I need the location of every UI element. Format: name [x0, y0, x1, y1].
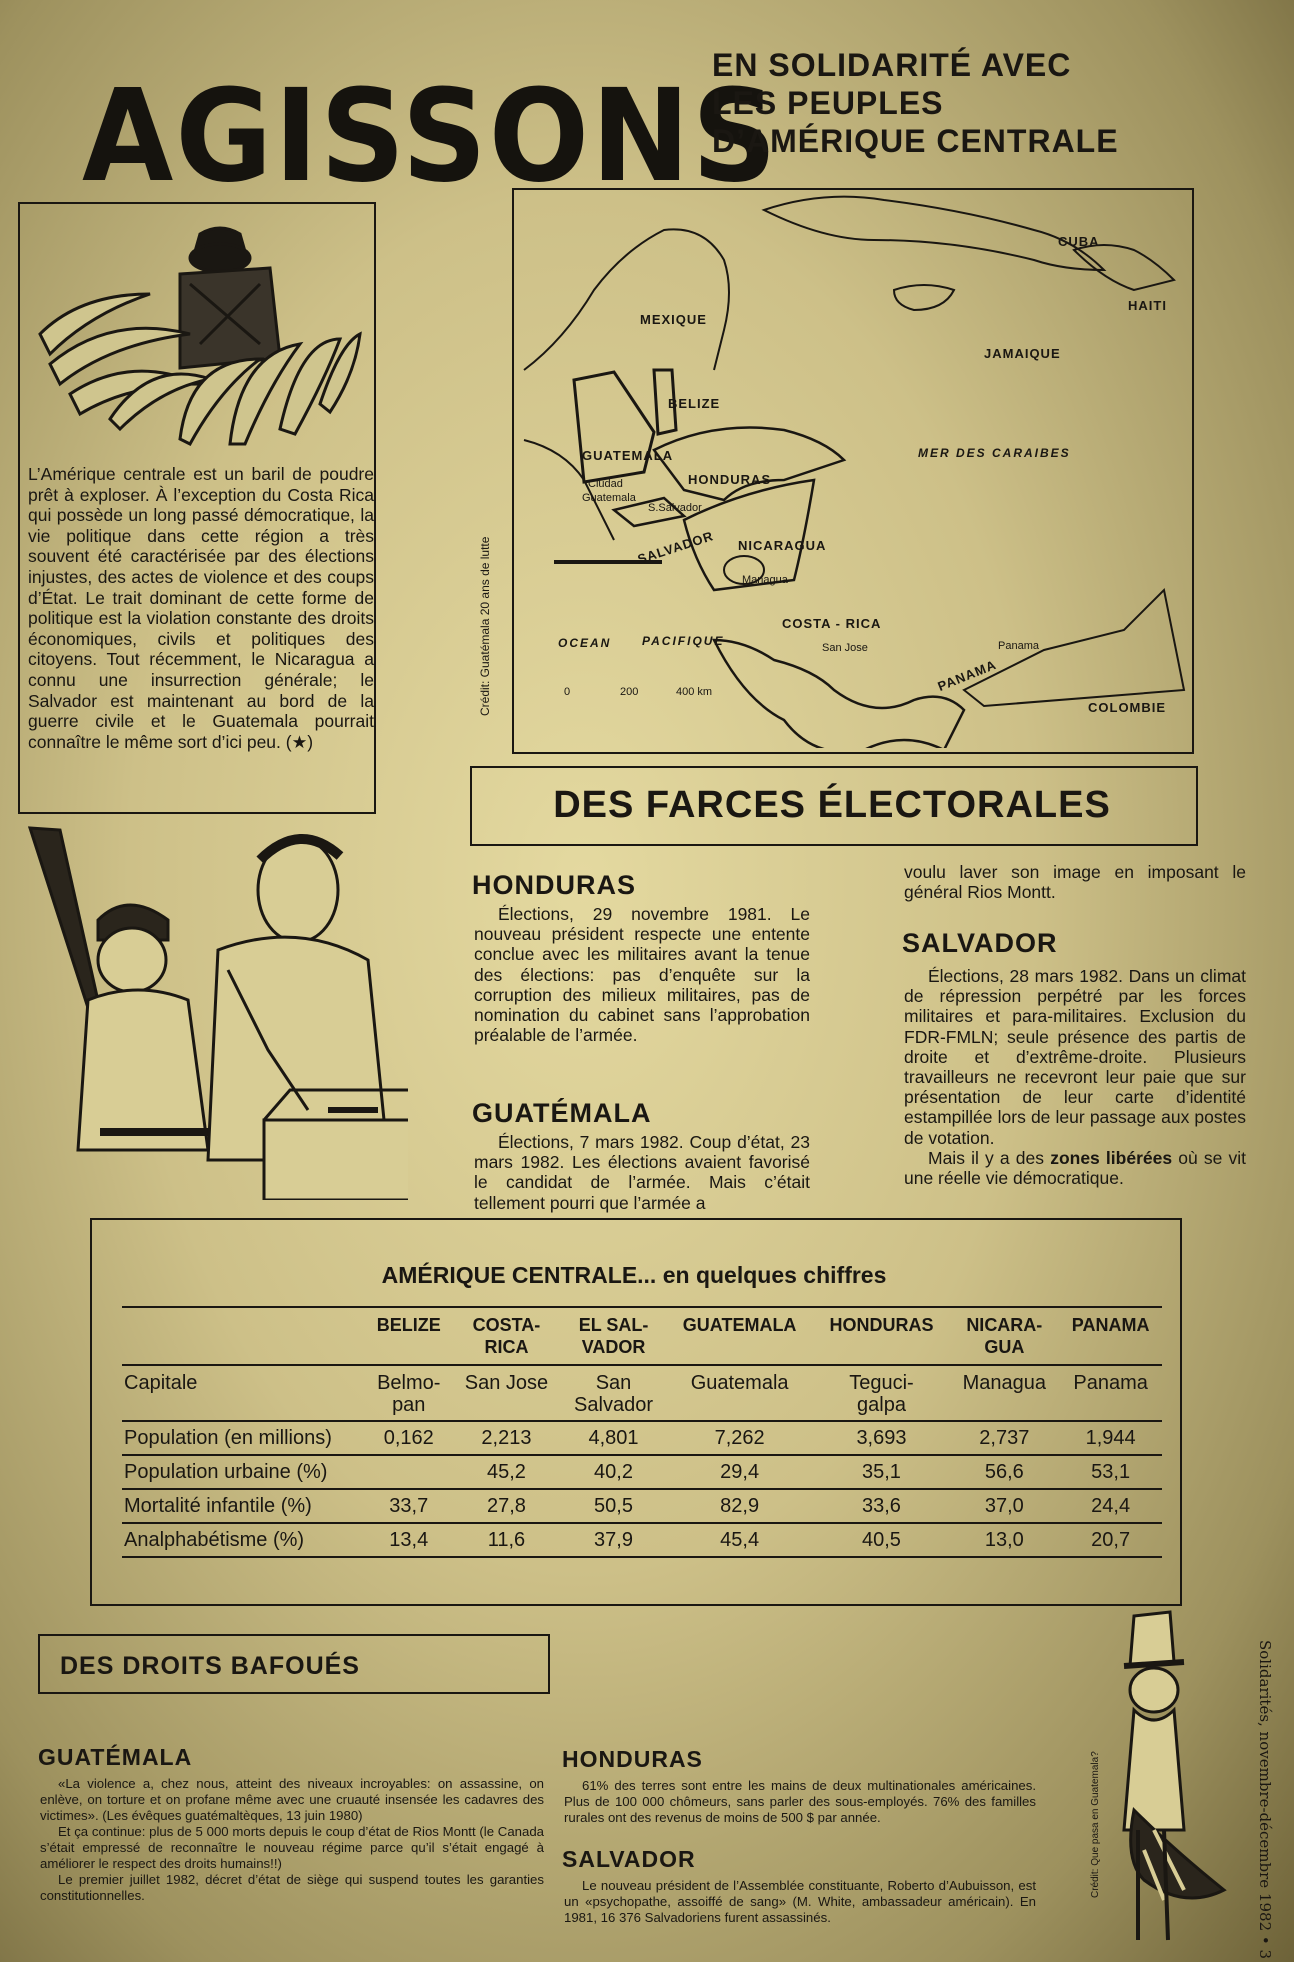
table-cell: 1,944	[1059, 1421, 1162, 1455]
map-label-guatemala: GUATEMALA	[582, 448, 674, 463]
map-label-panama: PANAMA	[935, 656, 999, 695]
col-header: GUATEMALA	[666, 1307, 814, 1365]
banana-soldier-illustration	[30, 214, 370, 458]
table-cell: 82,9	[666, 1489, 814, 1523]
rights-guatemala-text	[40, 1776, 544, 1904]
col-header: NICARA- GUA	[949, 1307, 1059, 1365]
salvador-paragraph: Élections, 28 mars 1982. Dans un climat de répression perpétré par les forces militaires et para-militaires. Exclusion du FDR-FMLN; seule présence des partis de droite et d’extrême-droite. Plusieurs travailleurs ne recevront leur paie que sur présentation de leur carte d’identité estampillée lors de leur passage aux postes de votation.	[904, 966, 1246, 1148]
table-row	[122, 1365, 1162, 1421]
table-cell: 2,213	[452, 1421, 562, 1455]
subtitle	[712, 46, 1119, 160]
table-cell: 35,1	[814, 1455, 950, 1489]
table-row	[122, 1455, 1162, 1489]
subtitle-line: EN SOLIDARITÉ AVEC	[712, 47, 1072, 83]
map-label-ciudad-guatemala: Guatemala	[582, 492, 636, 504]
map-label-belize: BELIZE	[668, 396, 721, 411]
map-label-panama-city: Panama	[998, 640, 1039, 652]
stats-header-row	[122, 1307, 1162, 1365]
rights-guatemala-heading: GUATÉMALA	[38, 1744, 193, 1770]
stats-table	[122, 1306, 1162, 1558]
row-label: Mortalité infantile (%)	[122, 1489, 366, 1523]
map-label-managua: Managua	[742, 574, 788, 586]
central-america-map	[514, 190, 1190, 748]
table-cell: 37,9	[561, 1523, 665, 1557]
table-cell: 45,4	[666, 1523, 814, 1557]
map-label-pacifique: PACIFIQUE	[642, 634, 725, 648]
page-footer-credit: Solidarités, novembre-décembre 1982 • 3	[1256, 1640, 1274, 1960]
map-label-salvador: SALVADOR	[635, 528, 716, 567]
table-cell: Belmo- pan	[366, 1365, 452, 1421]
map-label-colombie: COLOMBIE	[1088, 700, 1167, 715]
table-cell: 40,2	[561, 1455, 665, 1489]
guatemala-text-cont	[904, 862, 1246, 902]
rights-salvador-p1: Le nouveau président de l’Assemblée constituante, Roberto d’Aubuisson, est un «psychopathe, assoiffé de sang» (M. White, ambassadeur américain). En 1981, 16 376 Salvadoriens furent assassinés.	[564, 1878, 1036, 1925]
table-cell: San Salvador	[561, 1365, 665, 1421]
table-cell: Teguci- galpa	[814, 1365, 950, 1421]
table-cell: Guatemala	[666, 1365, 814, 1421]
map-label-sanjose: San Jose	[822, 642, 868, 654]
table-cell: 33,6	[814, 1489, 950, 1523]
table-row	[122, 1421, 1162, 1455]
map-scale-0: 0	[564, 686, 571, 698]
stats-header-blank	[122, 1307, 366, 1365]
subtitle-line: LES PEUPLES	[712, 85, 944, 121]
map-label-mer: MER DES CARAIBES	[918, 446, 1071, 460]
map-label-haiti: HAITI	[1128, 298, 1167, 313]
map-scale-400: 400 km	[676, 686, 713, 698]
row-label: Population (en millions)	[122, 1421, 366, 1455]
table-cell: 29,4	[666, 1455, 814, 1489]
honduras-text	[474, 904, 810, 1045]
map-label-ocean: OCEAN	[558, 636, 612, 650]
map-label-cuba: CUBA	[1058, 234, 1100, 249]
table-cell: 33,7	[366, 1489, 452, 1523]
stats-title: AMÉRIQUE CENTRALE... en quelques chiffres	[381, 1262, 887, 1288]
col-header: COSTA- RICA	[452, 1307, 562, 1365]
electoral-title: DES FARCES ÉLECTORALES	[553, 784, 1111, 826]
rights-honduras-heading: HONDURAS	[562, 1746, 703, 1772]
honduras-paragraph: Élections, 29 novembre 1981. Le nouveau président respecte une entente conclue avec les militaires avant la tenue des élections: pas d’enquête sur la corruption des milieux militaires, pas de nomination du cabinet sans l’approbation préalable de l’armée.	[474, 904, 810, 1046]
map-label-nicaragua: NICARAGUA	[738, 538, 827, 553]
table-cell: Managua	[949, 1365, 1059, 1421]
table-cell: 13,4	[366, 1523, 452, 1557]
map-label-jamaique: JAMAIQUE	[984, 346, 1061, 361]
col-header: PANAMA	[1059, 1307, 1162, 1365]
table-cell: San Jose	[452, 1365, 562, 1421]
voting-cartoon-illustration	[28, 820, 408, 1200]
table-cell: 53,1	[1059, 1455, 1162, 1489]
zones-liberees: zones libérées	[1050, 1147, 1173, 1168]
table-cell: 45,2	[452, 1455, 562, 1489]
col-header: BELIZE	[366, 1307, 452, 1365]
col-header: EL SAL- VADOR	[561, 1307, 665, 1365]
table-cell: 37,0	[949, 1489, 1059, 1523]
map-label-ciudad: Ciudad	[588, 478, 623, 490]
rights-salvador-text	[564, 1878, 1036, 1926]
honduras-heading: HONDURAS	[472, 870, 637, 900]
table-cell: Panama	[1059, 1365, 1162, 1421]
main-title: AGISSONS	[82, 61, 779, 211]
table-cell: 40,5	[814, 1523, 950, 1557]
intro-text: L’Amérique centrale est un baril de poudre prêt à exploser. À l’exception du Costa Rica qui possède un long passé démocratique, la vie politique dans cette région a très souvent été caractérisée par des élections injustes, des actes de violence et des coups d’État. Le trait dominant de cette forme de politique est la violation constante des droits économiques, civils et politiques des citoyens. Tout récemment, le Nicaragua a connu une insurrection générale; le Salvador est maintenant au bord de la guerre civile et le Guatemala pourrait connaître le même sort d’ici peu. (★)	[28, 464, 374, 752]
table-row	[122, 1489, 1162, 1523]
map-label-honduras: HONDURAS	[688, 472, 772, 487]
row-label: Capitale	[122, 1365, 366, 1421]
table-row	[122, 1523, 1162, 1557]
rights-salvador-heading: SALVADOR	[562, 1846, 696, 1872]
salvador-paragraph-2	[904, 1148, 1246, 1188]
uncle-sam-illustration	[1094, 1610, 1238, 1950]
table-cell: 2,737	[949, 1421, 1059, 1455]
table-cell: 24,4	[1059, 1489, 1162, 1523]
salvador-text	[904, 966, 1246, 1188]
guatemala-heading: GUATÉMALA	[472, 1098, 652, 1128]
rights-guatemala-p2: Et ça continue: plus de 5 000 morts depuis le coup d’état de Rios Montt (le Canada s’était empressé de reconnaître le nouveau régime parce qu’il s’était engagé à améliorer le respect des droits humains!!)	[40, 1824, 544, 1871]
map-credit: Crédit: Guatémala 20 ans de lutte	[478, 536, 492, 716]
map-label-costarica: COSTA - RICA	[782, 616, 882, 631]
salvador-heading: SALVADOR	[902, 928, 1058, 958]
table-cell: 11,6	[452, 1523, 562, 1557]
salvador-p2-b: où se vit une réelle vie démocratique.	[904, 1147, 1246, 1189]
table-cell: 7,262	[666, 1421, 814, 1455]
salvador-p2-a: Mais il y a des	[928, 1147, 1051, 1168]
guatemala-paragraph: Élections, 7 mars 1982. Coup d’état, 23 mars 1982. Les élections avaient favorisé le candidat de l’armée. Mais c’était tellement pourri que l’armée a	[474, 1132, 810, 1213]
rights-title: DES DROITS BAFOUÉS	[60, 1652, 360, 1680]
table-cell: 50,5	[561, 1489, 665, 1523]
table-cell: 3,693	[814, 1421, 950, 1455]
table-cell: 4,801	[561, 1421, 665, 1455]
rights-guatemala-p3: Le premier juillet 1982, décret d’état de siège qui suspend toutes les garanties constitutionnelles.	[40, 1872, 544, 1903]
rights-honduras-text	[564, 1778, 1036, 1826]
rights-honduras-p1: 61% des terres sont entre les mains de deux multinationales américaines. Plus de 100 000 chômeurs, sans parler des sous-employés. 76% des familles rurales ont des revenus de moins de 500 $ par année.	[564, 1778, 1036, 1825]
row-label: Analphabétisme (%)	[122, 1523, 366, 1557]
cartoon-credit: Crédit: Que pasa en Guatemala?	[1090, 1751, 1101, 1898]
map-scale-200: 200	[620, 686, 639, 698]
table-cell: 27,8	[452, 1489, 562, 1523]
map-label-mexique: MEXIQUE	[640, 312, 707, 327]
table-cell	[366, 1455, 452, 1489]
table-cell: 56,6	[949, 1455, 1059, 1489]
row-label: Population urbaine (%)	[122, 1455, 366, 1489]
subtitle-line: D’AMÉRIQUE CENTRALE	[712, 123, 1119, 159]
guatemala-paragraph-cont: voulu laver son image en imposant le général Rios Montt.	[904, 862, 1246, 903]
rights-guatemala-p1: «La violence a, chez nous, atteint des niveaux incroyables: on assassine, on enlève, on torture et on profane même avec une cruauté insensée les cadavres des victimes». (Les évêques guatémaltèques, 13 juin 1980)	[40, 1776, 544, 1823]
table-cell: 20,7	[1059, 1523, 1162, 1557]
col-header: HONDURAS	[814, 1307, 950, 1365]
guatemala-text	[474, 1132, 810, 1213]
table-cell: 0,162	[366, 1421, 452, 1455]
table-cell: 13,0	[949, 1523, 1059, 1557]
stats-body	[122, 1365, 1162, 1557]
map-label-ssalvador: S.Salvador	[648, 502, 702, 514]
